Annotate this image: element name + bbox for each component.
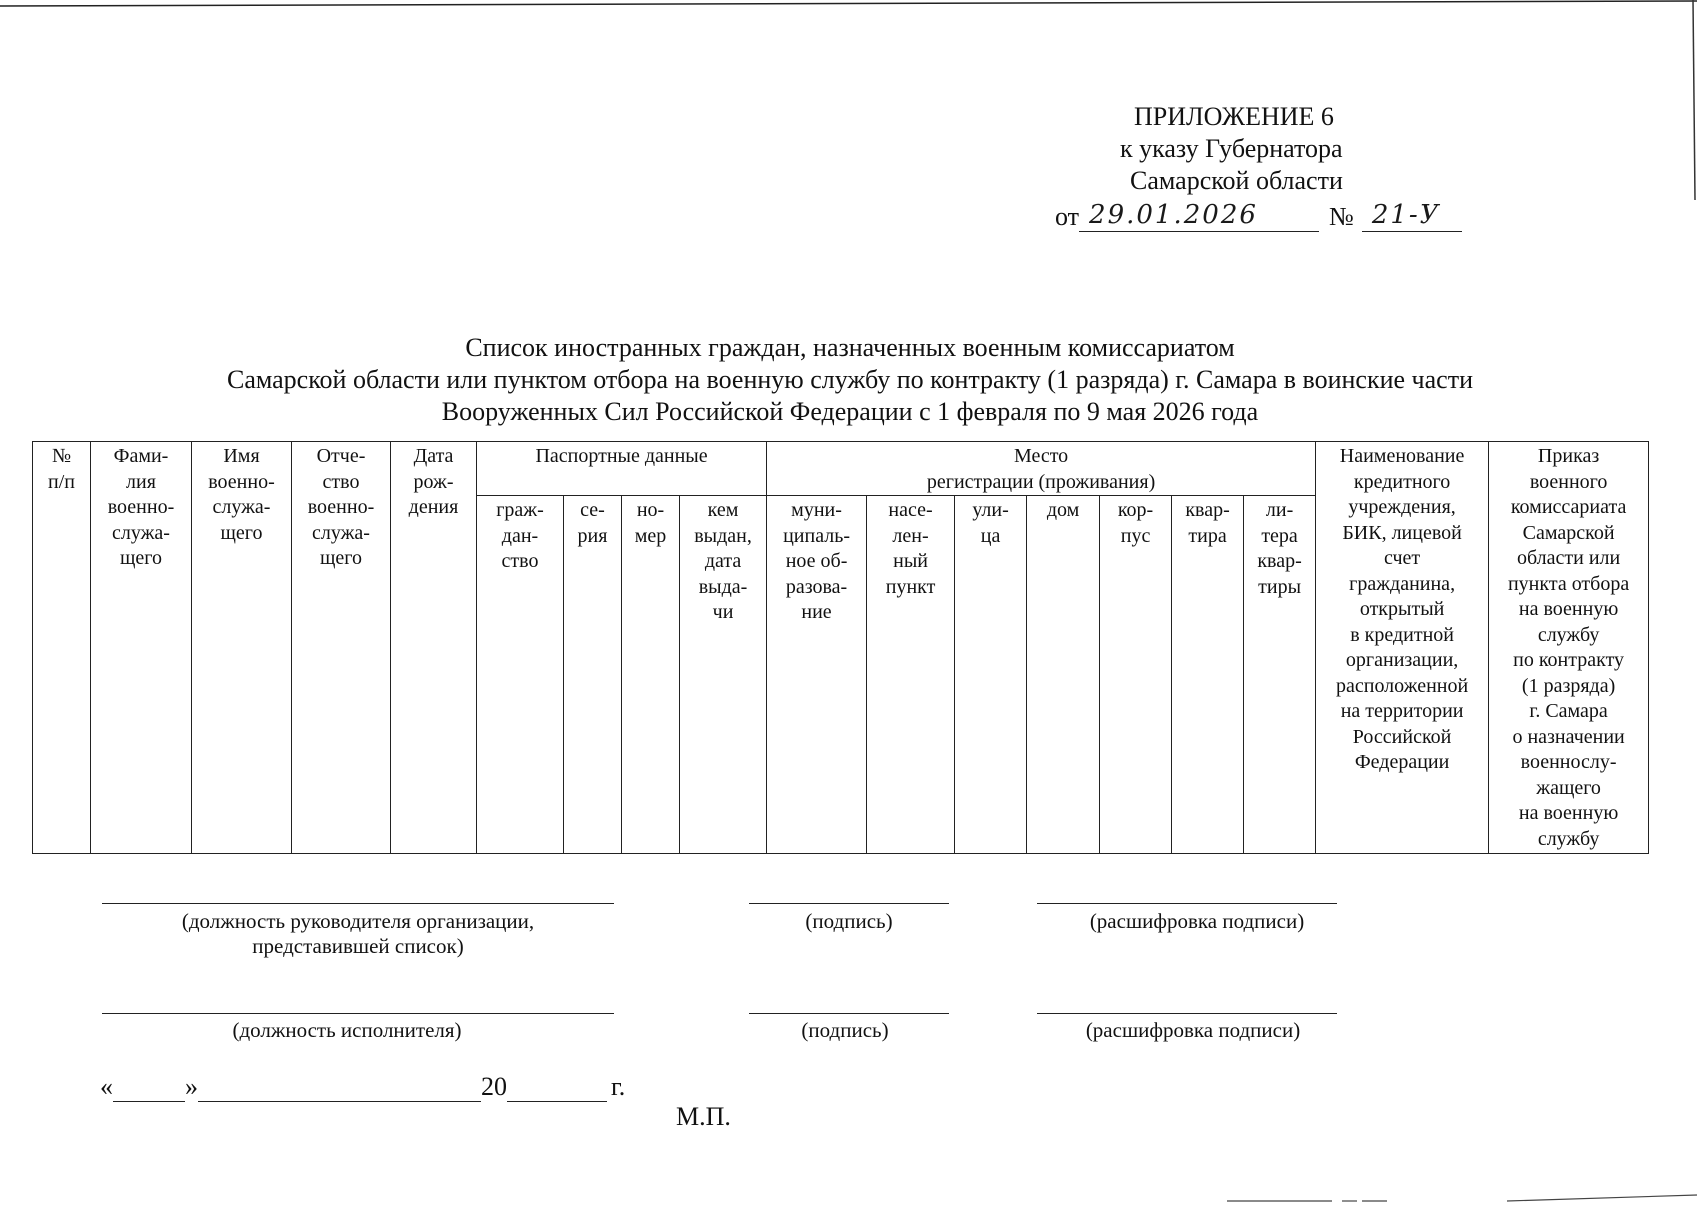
- column-passport-number-header: но- мер: [622, 496, 680, 854]
- column-house-header: дом: [1027, 496, 1100, 854]
- manager-position-caption: (должность руководителя организации, представившей список): [181, 909, 535, 958]
- annex-number-handwritten: 21-У: [1371, 200, 1441, 230]
- annex-region-line: Самарской области: [1130, 166, 1343, 195]
- column-settlement-header: насе- лен- ный пункт: [867, 496, 955, 854]
- annex-reference: [1055, 196, 1462, 232]
- signature-line-1: [749, 903, 949, 904]
- executor-position-caption: (должность исполнителя): [232, 1018, 462, 1042]
- column-birth-date-header: Дата рож- дения: [391, 442, 477, 854]
- document-title: [130, 332, 1570, 428]
- column-citizenship-header: граж- дан- ство: [477, 496, 564, 854]
- column-apartment-letter-header: ли- тера квар- тиры: [1244, 496, 1316, 854]
- column-municipality-header: муни- ципаль- ное об- разова- ние: [767, 496, 867, 854]
- column-name-header: Имя военно- служа- щего: [192, 442, 292, 854]
- stamp-place: М.П.: [676, 1102, 731, 1131]
- scan-edge-right: [1683, 0, 1697, 200]
- decoding-line-2: [1037, 1013, 1337, 1014]
- column-series-header: се- рия: [564, 496, 622, 854]
- annex-date-field: [1079, 201, 1319, 232]
- manager-position-line: [102, 903, 614, 904]
- scan-edge-top: [0, 0, 1697, 8]
- foreigners-list-table: [32, 441, 1649, 854]
- annex-decree-line: к указу Губернатора: [1120, 134, 1343, 163]
- signature-caption-1: (подпись): [805, 909, 893, 933]
- decoding-line-1: [1037, 903, 1337, 904]
- column-street-header: ули- ца: [955, 496, 1027, 854]
- date-year-blank: [507, 1073, 607, 1102]
- column-issued-by-header: кем выдан, дата выда- чи: [680, 496, 767, 854]
- date-year-prefix: 20: [481, 1072, 507, 1101]
- annex-number-sign: №: [1329, 202, 1354, 231]
- scan-edge-bottom: [1227, 1190, 1697, 1200]
- annex-title: ПРИЛОЖЕНИЕ 6: [1134, 102, 1334, 131]
- column-apartment-header: квар- тира: [1172, 496, 1244, 854]
- signature-caption-2: (подпись): [801, 1018, 889, 1042]
- decoding-caption-2: (расшифровка подписи): [1085, 1018, 1301, 1042]
- date-open-quote: «: [100, 1072, 113, 1101]
- decoding-caption-1: (расшифровка подписи): [1089, 909, 1305, 933]
- annex-date-handwritten: 29.01.2026: [1089, 200, 1258, 230]
- signature-line-2: [749, 1013, 949, 1014]
- date-line: [100, 1068, 625, 1102]
- document-title-line-3: Вооруженных Сил Российской Федерации с 1 февраля по 9 мая 2026 года: [441, 397, 1259, 426]
- date-day-blank: [113, 1073, 185, 1102]
- column-order-header: Приказ военного комиссариата Самарской области или пункта отбора на военную службу по контракту (1 разряда) г. Самара о назначении военнослу- жащего на военную службу: [1489, 442, 1649, 854]
- document-title-line-1: Список иностранных граждан, назначенных военным комиссариатом: [465, 333, 1235, 362]
- document-title-line-2: Самарской области или пунктом отбора на военную службу по контракту (1 разряда) г. Самара в воинские части: [226, 365, 1473, 394]
- column-building-header: кор- пус: [1100, 496, 1172, 854]
- date-close-quote: »: [185, 1072, 198, 1101]
- date-year-suffix: г.: [611, 1072, 626, 1101]
- annex-number-field: [1362, 201, 1462, 232]
- date-month-blank: [198, 1073, 481, 1102]
- column-credit-institution-header: Наименование кредитного учреждения, БИК, лицевой счет гражданина, открытый в кредитной организации, расположенной на территории Российской Федерации: [1316, 442, 1489, 854]
- executor-position-line: [102, 1013, 614, 1014]
- column-patronymic-header: Отче- ство военно- служа- щего: [292, 442, 391, 854]
- annex-date-prefix: от: [1055, 202, 1080, 231]
- column-surname-header: Фами- лия военно- служа- щего: [91, 442, 192, 854]
- registration-group-header: Место регистрации (проживания): [767, 442, 1316, 496]
- passport-group-header: Паспортные данные: [477, 442, 767, 496]
- annex-header: [1060, 101, 1440, 197]
- column-number-header: № п/п: [33, 442, 91, 854]
